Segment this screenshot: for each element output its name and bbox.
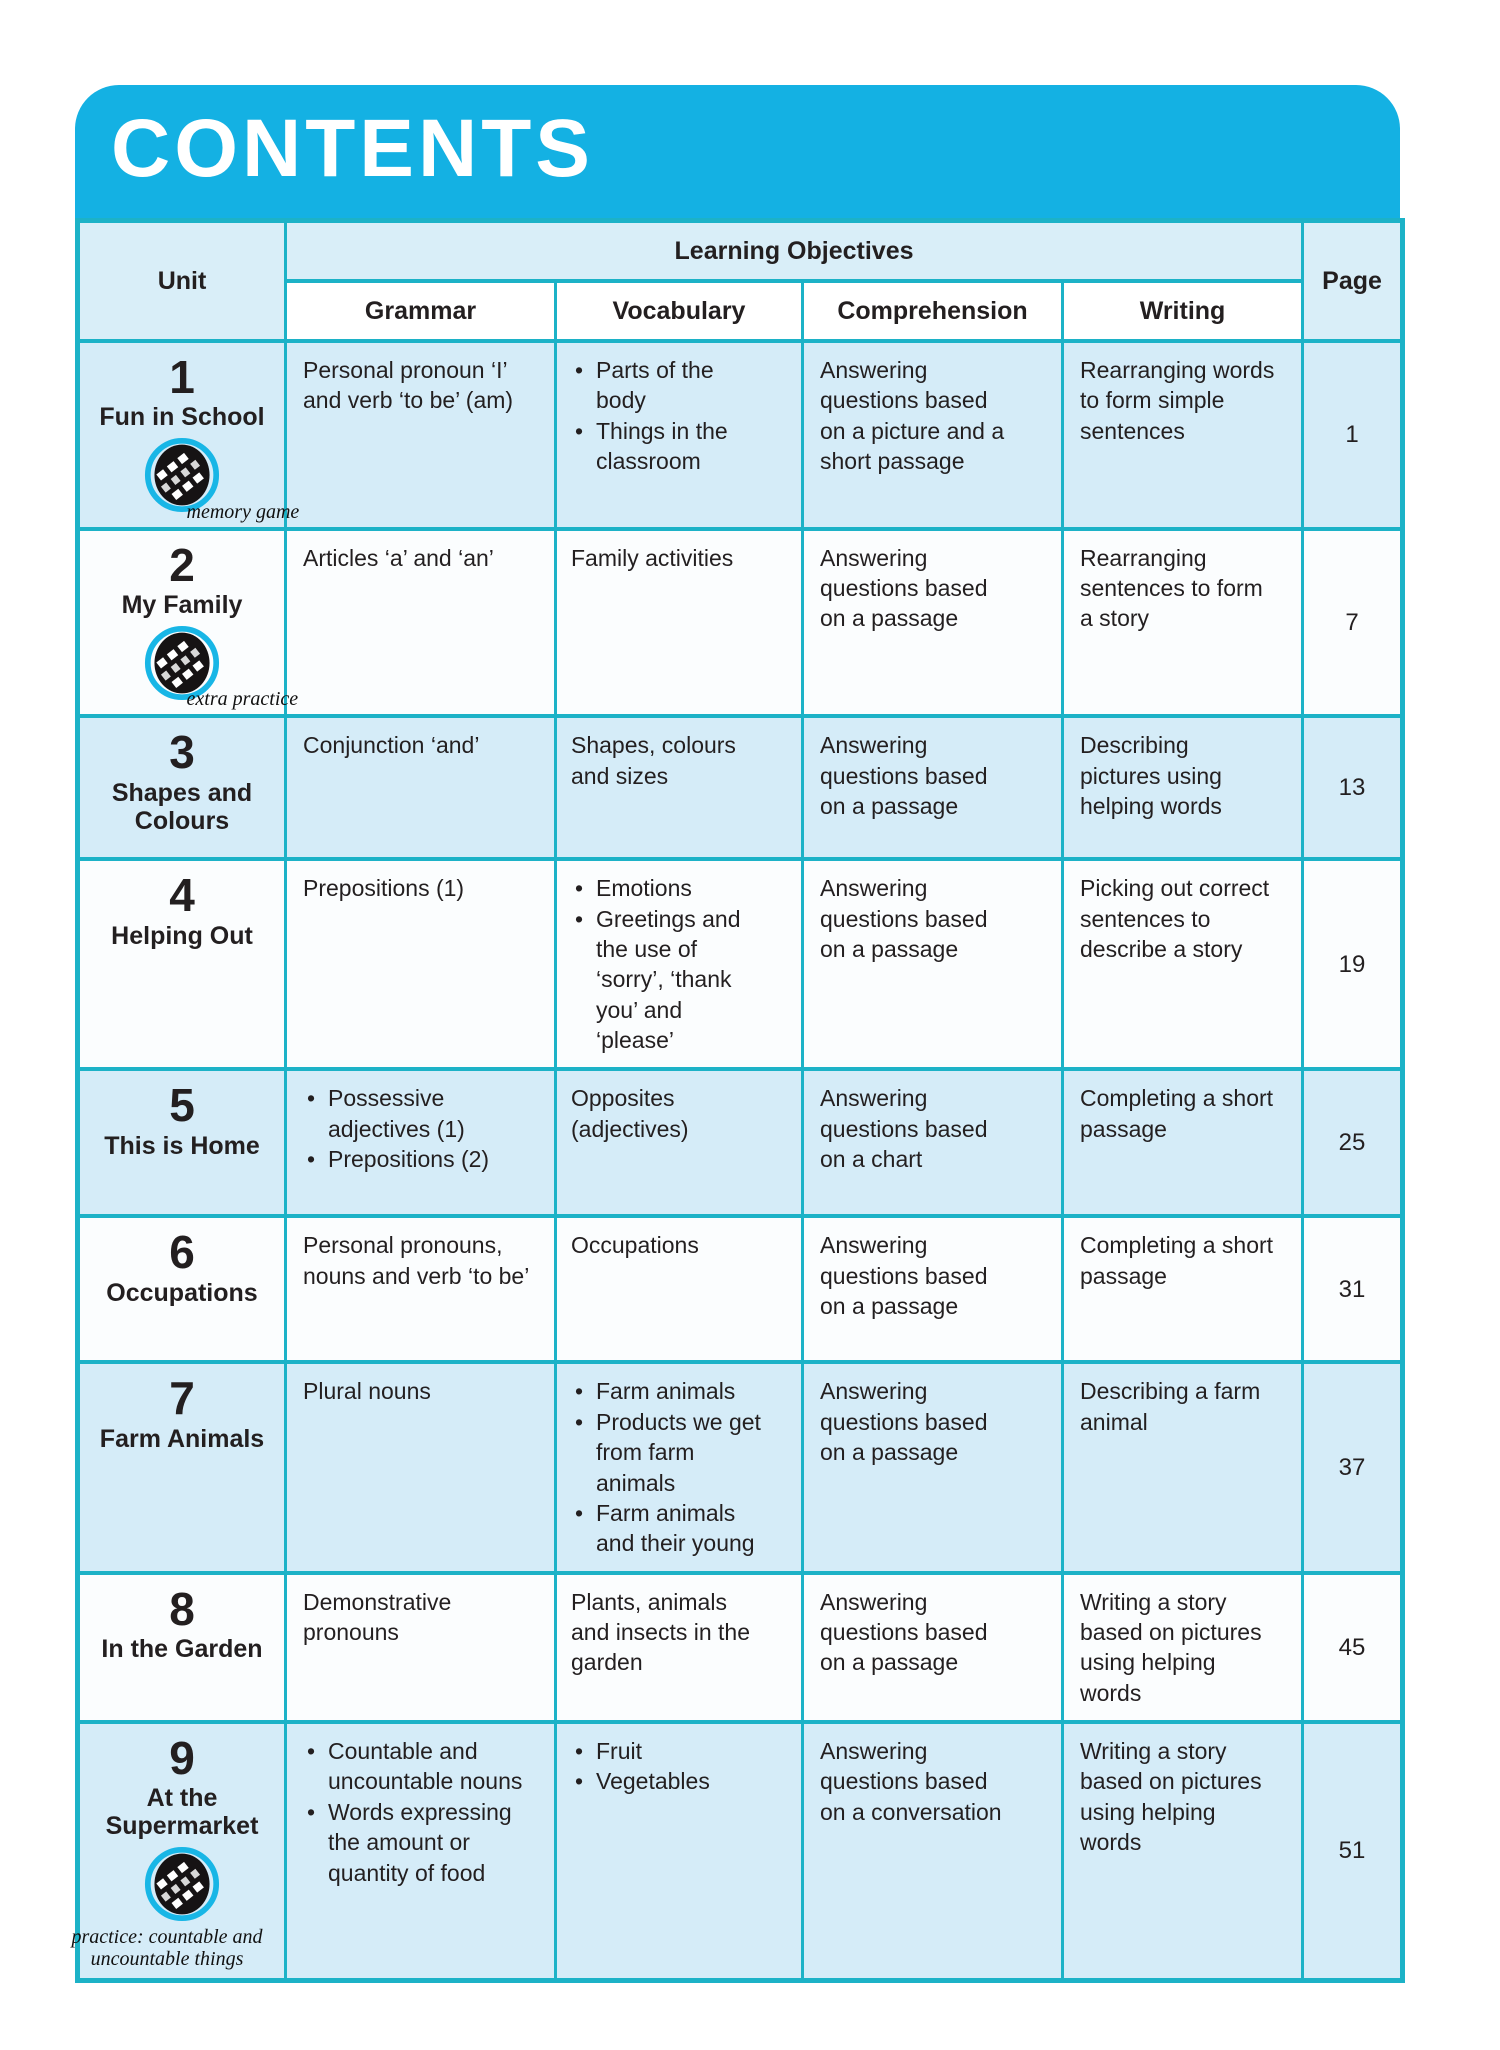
comprehension-cell <box>803 1722 1063 1981</box>
objective-item: • Farm animals and their young <box>571 1498 765 1559</box>
writing-cell <box>1063 1573 1303 1722</box>
page-number: 1 <box>1303 341 1403 529</box>
grammar-text: Articles ‘a’ and ‘an’ <box>303 544 494 571</box>
page-header: Page <box>1303 221 1403 342</box>
writing-text: Rearranging words to form simple sentences <box>1080 357 1275 444</box>
unit-cell <box>78 341 300 529</box>
page-number: 13 <box>1303 716 1403 859</box>
vocabulary-cell <box>556 1573 803 1722</box>
comprehension-text: Answering questions based on a passage <box>820 1588 988 1676</box>
vocabulary-cell <box>556 716 803 859</box>
vocabulary-list <box>571 1736 765 1797</box>
comprehension-cell <box>803 1069 1063 1216</box>
objective-item: • Prepositions (2) <box>303 1144 536 1174</box>
writing-text: Describing a farm animal <box>1080 1378 1261 1435</box>
vocabulary-cell <box>556 1362 803 1572</box>
vocabulary-list <box>571 1376 765 1558</box>
writing-text: Writing a story based on pictures using helping words <box>1080 1738 1262 1856</box>
page-number: 25 <box>1303 1069 1403 1216</box>
page-number: 7 <box>1303 529 1403 717</box>
writing-text: Completing a short passage <box>1080 1232 1274 1289</box>
vocabulary-cell <box>556 1069 803 1216</box>
unit-number: 6 <box>169 1226 195 1279</box>
comprehension-text: Answering questions based on a passage <box>820 1378 988 1466</box>
grammar-text: Personal pronoun ‘I’ and verb ‘to be’ (am) <box>303 357 514 414</box>
unit-number: 9 <box>169 1732 195 1785</box>
grammar-cell <box>286 1069 556 1216</box>
unit-header: Unit <box>78 221 286 342</box>
unit-cell <box>78 1216 286 1362</box>
page-number: 51 <box>1303 1722 1403 1981</box>
comprehension-text: Answering questions based on a passage <box>820 1232 988 1320</box>
vocabulary-text: Occupations <box>571 1232 699 1259</box>
objective-item: • Emotions <box>571 873 765 903</box>
vocabulary-cell <box>556 1722 803 1981</box>
writing-cell <box>1063 716 1303 859</box>
unit-number: 4 <box>169 869 195 922</box>
grammar-cell <box>286 1722 556 1981</box>
objective-item: • Vegetables <box>571 1766 765 1796</box>
writing-text: Writing a story based on pictures using helping words <box>1080 1588 1262 1706</box>
writing-cell <box>1063 529 1303 717</box>
grammar-text: Conjunction ‘and’ <box>303 732 480 759</box>
unit-number: 3 <box>169 726 195 779</box>
table-row <box>78 1362 1403 1572</box>
page-title: CONTENTS <box>111 102 594 194</box>
writing-cell <box>1063 859 1303 1069</box>
vocabulary-cell <box>556 341 803 529</box>
table-row <box>78 716 1403 859</box>
unit-cell <box>78 716 286 859</box>
unit-number: 8 <box>169 1582 195 1635</box>
comprehension-cell <box>803 341 1063 529</box>
objective-item: • Possessive adjectives (1) <box>303 1083 536 1144</box>
grammar-cell <box>286 1573 556 1722</box>
unit-title: In the Garden <box>101 1634 263 1663</box>
contents-table <box>71 218 1405 1983</box>
unit-cell <box>78 1069 286 1216</box>
unit-number: 2 <box>169 538 195 591</box>
writing-cell <box>1063 1722 1303 1981</box>
comprehension-text: Answering questions based on a passage <box>820 875 988 963</box>
table-row <box>78 341 1403 529</box>
comprehension-cell <box>803 716 1063 859</box>
writing-text: Describing pictures using helping words <box>1080 732 1222 820</box>
unit-icon <box>144 625 299 711</box>
contents-banner <box>75 85 1400 218</box>
comprehension-cell <box>803 1573 1063 1722</box>
unit-cell <box>78 1573 286 1722</box>
grammar-text: Personal pronouns, nouns and verb ‘to be’ <box>303 1232 530 1289</box>
comprehension-text: Answering questions based on a chart <box>820 1085 988 1173</box>
grammar-cell <box>286 1362 556 1572</box>
grammar-cell <box>286 859 556 1069</box>
table-row <box>78 1216 1403 1362</box>
header-row-1 <box>78 221 1403 282</box>
grammar-text: Plural nouns <box>303 1378 431 1405</box>
grammar-text: Prepositions (1) <box>303 875 465 902</box>
vocabulary-text: Opposites (adjectives) <box>571 1085 689 1142</box>
writing-cell <box>1063 1362 1303 1572</box>
unit-title: Occupations <box>106 1278 258 1307</box>
writing-text: Rearranging sentences to form a story <box>1080 544 1263 632</box>
grammar-cell <box>286 341 556 529</box>
grammar-list <box>303 1736 536 1888</box>
unit-cell <box>78 859 286 1069</box>
objective-item: • Farm animals <box>571 1376 765 1406</box>
unit-title: Fun in School <box>99 403 265 432</box>
unit-cell <box>78 1362 286 1572</box>
objective-item: • Parts of the body <box>571 355 765 416</box>
table-row <box>78 1573 1403 1722</box>
unit-icon <box>71 1846 267 1970</box>
objective-item: • Words expressing the amount or quantity of food <box>303 1797 536 1888</box>
vocabulary-cell <box>556 1216 803 1362</box>
comprehension-text: Answering questions based on a passage <box>820 732 988 820</box>
learning-objectives-header: Learning Objectives <box>286 221 1303 282</box>
comprehension-text: Answering questions based on a passage <box>820 544 988 632</box>
objective-item: • Countable and uncountable nouns <box>303 1736 536 1797</box>
unit-number: 7 <box>169 1372 195 1425</box>
table-row <box>78 859 1403 1069</box>
unit-title: Shapes and Colours <box>111 778 253 835</box>
grammar-text: Demonstrative pronouns <box>303 1588 452 1645</box>
objective-item: • Fruit <box>571 1736 765 1766</box>
comprehension-cell <box>803 529 1063 717</box>
objective-item: • Greetings and the use of ‘sorry’, ‘thank you’ and ‘please’ <box>571 904 765 1056</box>
unit-icon <box>144 437 300 523</box>
vocabulary-header: Vocabulary <box>556 281 803 341</box>
comprehension-cell <box>803 1216 1063 1362</box>
icon-caption: memory game <box>186 500 300 523</box>
vocabulary-text: Family activities <box>571 544 734 571</box>
comprehension-cell <box>803 859 1063 1069</box>
grammar-cell <box>286 529 556 717</box>
page-number: 45 <box>1303 1573 1403 1722</box>
unit-title: Farm Animals <box>99 1424 265 1453</box>
vocabulary-text: Shapes, colours and sizes <box>571 732 736 789</box>
grammar-cell <box>286 1216 556 1362</box>
writing-cell <box>1063 1216 1303 1362</box>
table-row <box>78 1722 1403 1981</box>
table-row <box>78 1069 1403 1216</box>
comprehension-text: Answering questions based on a picture and a short passage <box>820 357 1005 475</box>
icon-caption: practice: countable and uncountable things <box>71 1925 263 1970</box>
writing-text: Picking out correct sentences to describe a story <box>1080 875 1270 963</box>
page-number: 19 <box>1303 859 1403 1069</box>
grammar-header: Grammar <box>286 281 556 341</box>
unit-number: 5 <box>169 1079 195 1132</box>
writing-cell <box>1063 341 1303 529</box>
objective-item: • Things in the classroom <box>571 416 765 477</box>
table-row <box>78 529 1403 717</box>
comprehension-text: Answering questions based on a conversation <box>820 1738 1002 1825</box>
unit-title: Helping Out <box>111 921 253 950</box>
unit-title: My Family <box>121 590 243 619</box>
vocabulary-text: Plants, animals and insects in the garden <box>571 1588 751 1676</box>
unit-title: At the Supermarket <box>105 1784 259 1841</box>
vocabulary-cell <box>556 529 803 717</box>
writing-text: Completing a short passage <box>1080 1085 1274 1142</box>
vocabulary-list <box>571 873 765 1055</box>
unit-title: This is Home <box>104 1131 260 1160</box>
objective-item: • Products we get from farm animals <box>571 1407 765 1498</box>
vocabulary-cell <box>556 859 803 1069</box>
cd-icon <box>144 1846 220 1922</box>
writing-cell <box>1063 1069 1303 1216</box>
writing-header: Writing <box>1063 281 1303 341</box>
icon-caption: extra practice <box>186 688 299 711</box>
unit-cell <box>71 1722 286 1981</box>
vocabulary-list <box>571 355 765 476</box>
page-number: 37 <box>1303 1362 1403 1572</box>
comprehension-cell <box>803 1362 1063 1572</box>
unit-number: 1 <box>169 351 195 403</box>
grammar-cell <box>286 716 556 859</box>
grammar-list <box>303 1083 536 1174</box>
page-number: 31 <box>1303 1216 1403 1362</box>
unit-cell <box>78 529 299 717</box>
comprehension-header: Comprehension <box>803 281 1063 341</box>
